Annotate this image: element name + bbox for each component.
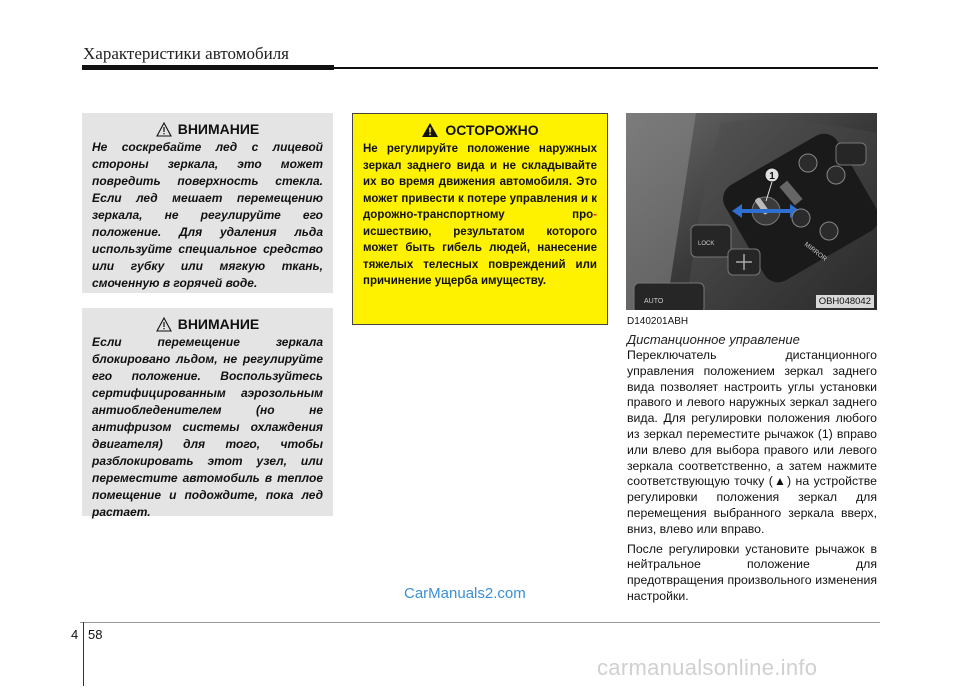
caution-heading-row	[92, 121, 323, 137]
footer-rule	[80, 622, 880, 623]
warning-text-hyphen: -	[593, 209, 597, 221]
header-rule-thin	[334, 67, 878, 69]
page-number: 58	[88, 627, 103, 642]
auto-label: AUTO	[644, 298, 664, 305]
footer-separator	[83, 622, 84, 686]
chapter-number: 4	[71, 627, 79, 642]
caution-text: Если перемещение зеркала блокировано льдом, не регулируйте его положение. Воспользуйтесь сертифицированным аэрозольным антиобледенителем (но не антифризом системы охлаждения двигателя) для того, чтобы разблокировать этот узел, или переместите автомобиль в теплое помещение и подождите, пока лед растает.	[92, 335, 323, 519]
section-subtitle: Дистанционное управление	[627, 332, 800, 347]
caution-heading: ВНИМАНИЕ	[177, 121, 260, 137]
arrow-up-icon: ▲	[772, 474, 787, 489]
figure-code: OBH048042	[816, 295, 874, 308]
lock-label: LOCK	[698, 241, 715, 247]
callout-number: 1	[769, 171, 775, 182]
mirror-control-photo	[626, 113, 877, 310]
header-rule-thick	[82, 65, 334, 70]
warning-text	[363, 141, 597, 290]
caution-heading-row	[92, 316, 323, 332]
watermark-carmanuals2: CarManuals2.com	[404, 585, 526, 602]
warning-triangle-icon	[421, 122, 439, 138]
mirror-label: MIRROR	[802, 241, 828, 263]
watermark-carmanualsonline: carmanualsonline.info	[597, 655, 818, 680]
warning-text-main: Не регулируйте положение наружных зеркал заднего вида и не складывайте их во время движения автомобиля. Это может привести к потере управления и к дорожно-транспортному про	[363, 143, 597, 221]
caution-heading: ВНИМАНИЕ	[177, 316, 260, 332]
section-body	[627, 348, 877, 605]
caution-text: Не соскребайте лед с лицевой стороны зеркала, это может повредить поверхность стекла. Если лед мешает перемещению зеркала, не регулируйте его положение. Для удаления льда используйте специальное средство или губку или мягкую ткань, смоченную в горячей воде.	[92, 140, 323, 290]
body-paragraph-1	[627, 348, 877, 538]
warning-heading-row	[363, 122, 597, 138]
caution-box-ice-scraping	[82, 113, 333, 293]
mirror-control-illustration	[626, 113, 877, 310]
paragraph-text: Переключатель дистанционного управления положением зеркал заднего вида позволяет настроить углы установки правого и левого наружных зеркал заднего вида. Для регулировки положения любого из зеркал переместите рычажок (1) вправо или влево для выбора правого или левого зеркала соответственно, а затем нажмите соответствующую точку (	[627, 348, 877, 489]
section-code: D140201ABH	[627, 316, 689, 327]
body-paragraph-2: После регулировки установите рычажок в нейтральное положение для предотвращения произвольного изменения настройки.	[627, 541, 877, 603]
paragraph-text: ) на устройстве регулировки положения зеркал для перемещения выбранного зеркала вверх, вниз, влево или вправо.	[627, 474, 877, 536]
warning-box	[352, 113, 608, 325]
warning-text-tail: исшествию, результатом которого может быть гибель людей, нанесение тяжелых телесных повреждений или причинение ущерба имуществу.	[363, 225, 597, 287]
warning-heading: ОСТОРОЖНО	[445, 122, 539, 138]
caution-triangle-icon	[156, 122, 172, 137]
caution-triangle-icon	[156, 317, 172, 332]
caution-box-frozen-mirror	[82, 308, 333, 519]
page-header-title: Характеристики автомобиля	[83, 44, 289, 63]
